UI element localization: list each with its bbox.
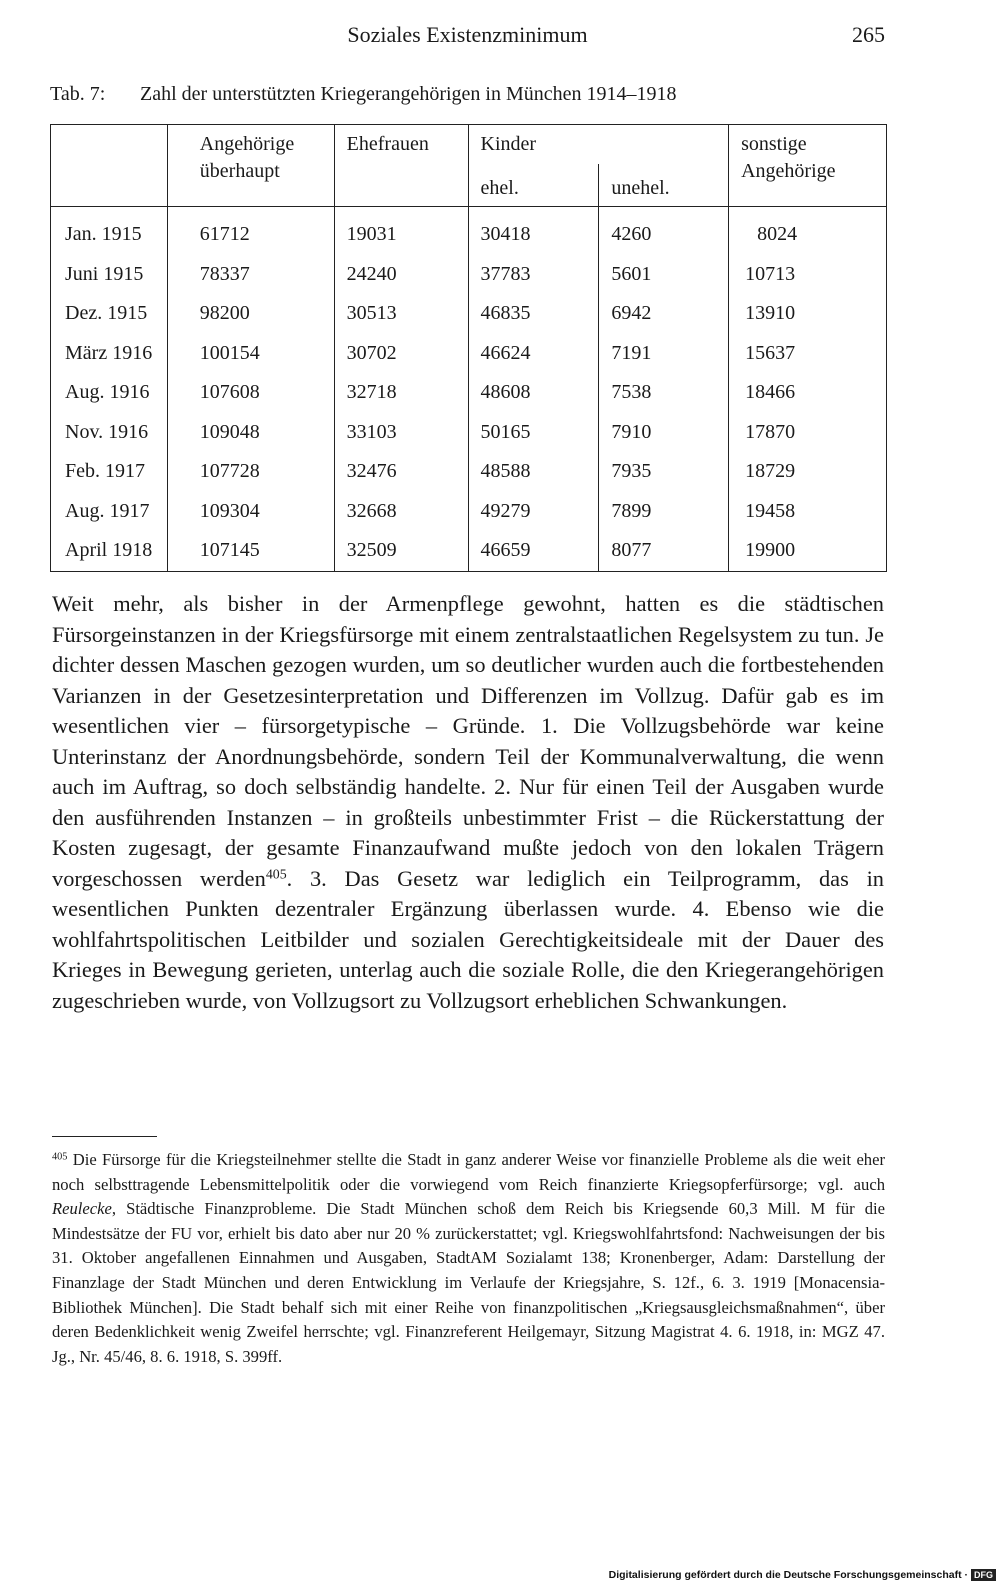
page-number: 265	[852, 22, 885, 47]
cell-ehefrauen: 30702	[334, 334, 468, 374]
cell-angehoerige: 107608	[167, 373, 334, 413]
cell-date: Aug. 1917	[51, 492, 168, 532]
cell-kinder-ehel: 30418	[468, 207, 599, 255]
header-angehoerige-line2: überhaupt	[199, 160, 280, 182]
cell-angehoerige: 61712	[167, 207, 334, 255]
cell-kinder-ehel: 37783	[468, 255, 599, 295]
footnote-text-b: , Städtische Finanzprobleme. Die Stadt München schoß dem Reich bis Kriegsende 60,3 Mill. M für die Mindestsätze der FU vor, erhielt bis dato aber nur 20 % zurückerstattet; vgl. Kriegswohlfahrtsfond: Nachweisungen der bis 31. Oktober angefallenen Einnahmen und Ausgaben, StadtAM Sozialamt 138; Kronenberger, Adam: Darstellung der Finanzlage der Stadt München und deren Entwicklung im Verlaufe der Kriegsjahre, S. 12f., 6. 3. 1919 [Monacensia-Bibliothek München]. Die Stadt behalf sich mit einer Reihe von finanzpolitischen „Kriegsausgleichsmaßnahmen“, über deren Bedenklichkeit wenig Zweifel herrschte; vgl. Finanzreferent Heilgemayr, Sitzung Magistrat 4. 6. 1918, in: MGZ 47. Jg., Nr. 45/46, 8. 6. 1918, S. 399ff.	[52, 1199, 885, 1366]
cell-kinder-unehel: 8077	[599, 531, 729, 571]
cell-kinder-unehel: 5601	[599, 255, 729, 295]
cell-sonstige: 15637	[729, 334, 887, 374]
footnote-text-a: Die Fürsorge für die Kriegsteilnehmer stellte die Stadt in ganz anderer Weise vor finanzielle Probleme als die weit eher noch selbsttragende Lebensmittelpolitik oder die vorwiegend vom Reich finanzierte Kriegsopferfürsorge; vgl. auch	[52, 1150, 885, 1194]
cell-ehefrauen: 24240	[334, 255, 468, 295]
body-text-part2: . 3. Das Gesetz war lediglich ein Teilprogramm, das in wesentlichen Punkten dezentraler Ergänzung überlassen wurde. 4. Ebenso wie die wohlfahrtspolitischen Leitbilder und sozialen Gerechtigkeitsideale mit der Dauer des Krieges in Bewegung gerieten, unterlag auch die soziale Rolle, die den Kriegerangehörigen zugeschrieben wurde, von Vollzugsort zu Vollzugsort erheblichen Schwankungen.	[52, 865, 884, 1013]
table-row	[51, 492, 887, 532]
cell-kinder-ehel: 48608	[468, 373, 599, 413]
cell-kinder-ehel: 46659	[468, 531, 599, 571]
cell-kinder-unehel: 7538	[599, 373, 729, 413]
table-row	[51, 531, 887, 571]
cell-angehoerige: 109304	[167, 492, 334, 532]
digitization-credit	[609, 1569, 1000, 1584]
table-body	[51, 207, 887, 572]
credit-text: Digitalisierung gefördert durch die Deutsche Forschungsgemeinschaft ·	[608, 1568, 968, 1581]
cell-ehefrauen: 33103	[334, 413, 468, 453]
cell-angehoerige: 109048	[167, 413, 334, 453]
cell-kinder-ehel: 50165	[468, 413, 599, 453]
header-angehoerige-line1: Angehörige	[199, 133, 295, 155]
header-sonstige-line1: sonstige	[741, 133, 807, 155]
cell-kinder-unehel: 4260	[599, 207, 729, 255]
cell-sonstige: 10713	[729, 255, 887, 295]
cell-ehefrauen: 32509	[334, 531, 468, 571]
cell-kinder-ehel: 46624	[468, 334, 599, 374]
table-caption-label: Tab. 7:	[50, 83, 106, 105]
footnote-number: 405	[52, 1151, 68, 1163]
cell-sonstige: 13910	[729, 294, 887, 334]
header-ehefrauen: Ehefrauen	[334, 125, 468, 207]
table-row	[51, 413, 887, 453]
cell-sonstige: 19900	[729, 531, 887, 571]
cell-date: März 1916	[51, 334, 168, 374]
cell-kinder-unehel: 7910	[599, 413, 729, 453]
table-header	[51, 125, 887, 207]
header-sonstige-line2: Angehörige	[741, 160, 836, 182]
cell-ehefrauen: 32668	[334, 492, 468, 532]
cell-ehefrauen: 32476	[334, 452, 468, 492]
cell-angehoerige: 100154	[167, 334, 334, 374]
cell-ehefrauen: 19031	[334, 207, 468, 255]
cell-kinder-unehel: 7191	[599, 334, 729, 374]
cell-kinder-unehel: 6942	[599, 294, 729, 334]
page-header	[50, 22, 885, 52]
cell-kinder-ehel: 49279	[468, 492, 599, 532]
running-head: Soziales Existenzminimum	[347, 22, 588, 47]
cell-date: April 1918	[51, 531, 168, 571]
cell-sonstige: 8024	[729, 207, 887, 255]
header-date	[51, 125, 168, 207]
table-row	[51, 334, 887, 374]
cell-date: Jan. 1915	[51, 207, 168, 255]
cell-sonstige: 19458	[729, 492, 887, 532]
table-caption-title: Zahl der unterstützten Kriegerangehörigen in München 1914–1918	[140, 83, 677, 105]
cell-date: Dez. 1915	[51, 294, 168, 334]
dfg-logo-icon: DFG	[971, 1569, 996, 1581]
header-unehel: unehel.	[599, 164, 729, 207]
header-angehoerige	[167, 125, 334, 207]
cell-date: Nov. 1916	[51, 413, 168, 453]
header-sonstige	[729, 125, 887, 207]
cell-angehoerige: 78337	[167, 255, 334, 295]
header-ehel: ehel.	[468, 164, 599, 207]
cell-angehoerige: 98200	[167, 294, 334, 334]
cell-date: Feb. 1917	[51, 452, 168, 492]
cell-kinder-ehel: 46835	[468, 294, 599, 334]
footnote-reference[interactable]: 405	[265, 866, 287, 882]
table-row	[51, 255, 887, 295]
cell-date: Aug. 1916	[51, 373, 168, 413]
header-kinder: Kinder	[468, 125, 729, 165]
cell-sonstige: 17870	[729, 413, 887, 453]
footnote	[52, 1148, 885, 1369]
body-text-part1: Weit mehr, als bisher in der Armenpflege gewohnt, hatten es die städtischen Fürsorgeinstanzen in der Kriegsfürsorge mit einem zentralstaatlichen Regelsystem zu tun. Je dichter dessen Maschen gezogen wurden, um so deutlicher wurden auch die fortbestehenden Varianzen in der Gesetzesinterpretation und Differenzen im Vollzug. Dafür gab es im wesentlichen vier – fürsorgetypische – Gründe. 1. Die Vollzugsbehörde war keine Unterinstanz der Anordnungsbehörde, sondern Teil der Kommunalverwaltung, die wenn auch im Auftrag, so doch selbständig handelte. 2. Nur für einen Teil der Ausgaben wurde den ausführenden Instanzen – in großteils unbestimmter Frist – die Rückerstattung der Kosten zugesagt, der gesamte Finanzaufwand mußte jedoch von den lokalen Trägern vorgeschossen werden	[52, 591, 884, 891]
table-row	[51, 294, 887, 334]
table-row	[51, 373, 887, 413]
cell-kinder-unehel: 7935	[599, 452, 729, 492]
cell-angehoerige: 107145	[167, 531, 334, 571]
cell-angehoerige: 107728	[167, 452, 334, 492]
footnote-author: Reulecke	[52, 1199, 112, 1219]
table-row	[51, 452, 887, 492]
cell-sonstige: 18729	[729, 452, 887, 492]
body-paragraph	[52, 589, 884, 1016]
footnote-separator	[52, 1136, 157, 1137]
table-row	[51, 207, 887, 255]
table-caption	[50, 83, 677, 106]
cell-ehefrauen: 32718	[334, 373, 468, 413]
cell-sonstige: 18466	[729, 373, 887, 413]
cell-date: Juni 1915	[51, 255, 168, 295]
cell-ehefrauen: 30513	[334, 294, 468, 334]
cell-kinder-unehel: 7899	[599, 492, 729, 532]
data-table	[50, 124, 887, 572]
cell-kinder-ehel: 48588	[468, 452, 599, 492]
